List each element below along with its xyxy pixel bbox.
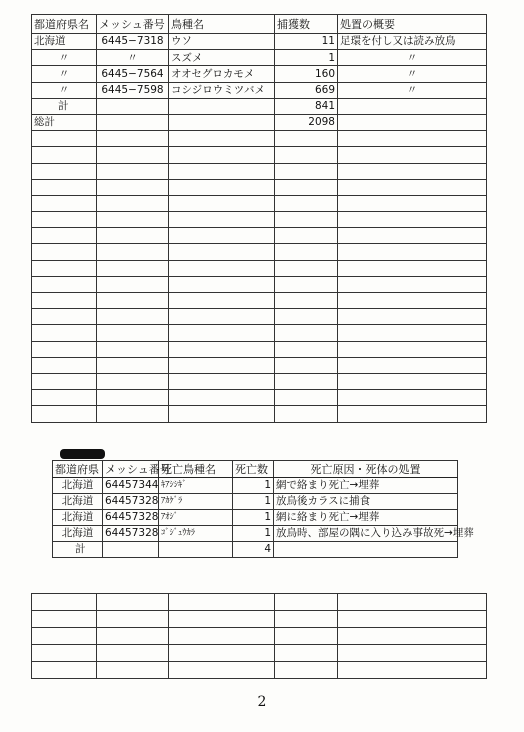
table-row xyxy=(53,510,458,526)
capture-table-header xyxy=(32,15,487,34)
empty-row xyxy=(32,341,487,357)
header-capture-count: 捕獲数 xyxy=(275,15,338,34)
empty-rows xyxy=(32,594,487,679)
death-table xyxy=(52,460,474,558)
cause-cell: 放鳥時、部屋の隅に入り込み事故死→埋葬 xyxy=(274,526,458,542)
count-cell: 669 xyxy=(275,82,338,98)
count-cell: 1 xyxy=(233,494,274,510)
capture-table xyxy=(31,14,487,423)
count-cell: 1 xyxy=(233,510,274,526)
mesh-cell: 〃 xyxy=(97,50,169,66)
empty-rows xyxy=(32,131,487,422)
species-cell: ｷｱｼｼｷﾞ xyxy=(159,478,233,494)
prefecture-cell: 北海道 xyxy=(53,478,103,494)
species-cell: ｱｶｹﾞﾗ xyxy=(159,494,233,510)
death-table-header xyxy=(53,461,458,478)
prefecture-cell: 北海道 xyxy=(32,34,97,50)
empty-row xyxy=(32,293,487,309)
cause-cell: 放鳥後カラスに捕食 xyxy=(274,494,458,510)
empty-row xyxy=(32,628,487,645)
table-row xyxy=(53,526,458,542)
mesh-cell: 64457328 xyxy=(103,510,159,526)
prefecture-cell: 〃 xyxy=(32,82,97,98)
empty-row xyxy=(32,131,487,147)
species-cell: ｱｵｼﾞ xyxy=(159,510,233,526)
header-mesh-number: メッシュ番号 xyxy=(103,461,159,478)
table-row xyxy=(32,82,487,98)
empty-row xyxy=(32,662,487,679)
count-cell: 1 xyxy=(275,50,338,66)
empty-row xyxy=(32,147,487,163)
species-cell: オオセグロカモメ xyxy=(169,66,275,82)
empty-row xyxy=(32,163,487,179)
empty-row xyxy=(32,325,487,341)
header-cause: 死亡原因・死体の処置 xyxy=(274,461,458,478)
empty-row xyxy=(32,276,487,292)
prefecture-cell: 〃 xyxy=(32,66,97,82)
header-treatment: 処置の概要 xyxy=(338,15,487,34)
table-row xyxy=(32,34,487,50)
empty-row xyxy=(32,309,487,325)
empty-row xyxy=(32,406,487,422)
treatment-cell: 足環を付し又は読み放鳥 xyxy=(338,34,487,50)
mesh-cell: 64457344 xyxy=(103,478,159,494)
header-death-count: 死亡数 xyxy=(233,461,274,478)
total-row xyxy=(53,542,458,558)
mesh-cell: 6445−7598 xyxy=(97,82,169,98)
mesh-cell: 6445−7564 xyxy=(97,66,169,82)
count-cell: 11 xyxy=(275,34,338,50)
empty-row xyxy=(32,390,487,406)
table-row xyxy=(32,66,487,82)
total-label: 計 xyxy=(53,542,103,558)
page-number: 2 xyxy=(257,694,267,710)
species-cell: スズメ xyxy=(169,50,275,66)
count-cell: 1 xyxy=(233,478,274,494)
prefecture-cell: 北海道 xyxy=(53,526,103,542)
empty-row xyxy=(32,357,487,373)
species-cell: ウソ xyxy=(169,34,275,50)
empty-row xyxy=(32,179,487,195)
cause-cell: 網で絡まり死亡→埋葬 xyxy=(274,478,458,494)
header-mesh-number: メッシュ番号 xyxy=(97,15,169,34)
subtotal-row xyxy=(32,98,487,114)
empty-row xyxy=(32,373,487,389)
total-value: 2098 xyxy=(275,114,338,130)
empty-row xyxy=(32,244,487,260)
total-label: 総計 xyxy=(32,114,97,130)
table-row xyxy=(53,478,458,494)
species-cell: ｺﾞｼﾞｭｳｶﾗ xyxy=(159,526,233,542)
count-cell: 160 xyxy=(275,66,338,82)
empty-row xyxy=(32,645,487,662)
empty-row xyxy=(32,260,487,276)
empty-row xyxy=(32,195,487,211)
empty-row xyxy=(32,212,487,228)
prefecture-cell: 北海道 xyxy=(53,510,103,526)
count-cell: 1 xyxy=(233,526,274,542)
treatment-cell: 〃 xyxy=(338,50,487,66)
prefecture-cell: 北海道 xyxy=(53,494,103,510)
mesh-cell: 64457328 xyxy=(103,526,159,542)
treatment-cell: 〃 xyxy=(338,66,487,82)
mesh-cell: 6445−7318 xyxy=(97,34,169,50)
species-cell: コシジロウミツバメ xyxy=(169,82,275,98)
header-dead-species: 死亡鳥種名 xyxy=(159,461,233,478)
cause-cell: 網に絡まり死亡→埋葬 xyxy=(274,510,458,526)
total-value: 4 xyxy=(233,542,274,558)
total-row xyxy=(32,114,487,130)
subtotal-label: 計 xyxy=(32,98,97,114)
empty-row xyxy=(32,228,487,244)
table-row xyxy=(32,50,487,66)
prefecture-cell: 〃 xyxy=(32,50,97,66)
header-prefecture: 都道府県名 xyxy=(32,15,97,34)
header-species: 鳥種名 xyxy=(169,15,275,34)
subtotal-value: 841 xyxy=(275,98,338,114)
redaction-mark xyxy=(60,449,105,459)
mesh-cell: 64457328 xyxy=(103,494,159,510)
empty-row xyxy=(32,611,487,628)
treatment-cell: 〃 xyxy=(338,82,487,98)
empty-row xyxy=(32,594,487,611)
header-prefecture: 都道府県 xyxy=(53,461,103,478)
table-row xyxy=(53,494,458,510)
blank-table xyxy=(31,593,487,679)
